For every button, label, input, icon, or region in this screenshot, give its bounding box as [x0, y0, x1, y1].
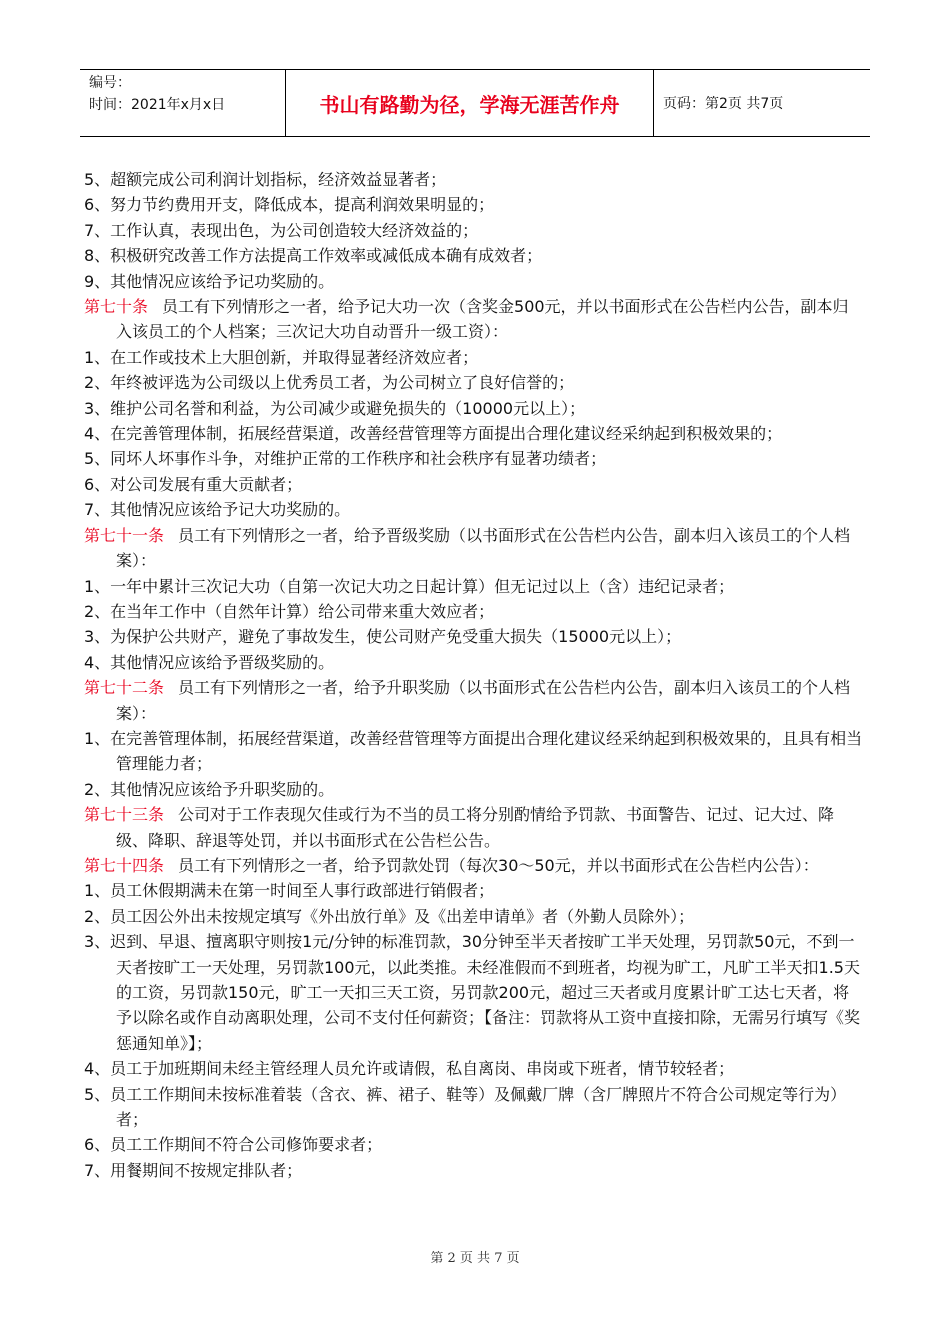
page-footer: 第 2 页 共 7 页 — [430, 1251, 520, 1266]
article-70 — [84, 294, 864, 345]
page-header — [80, 69, 870, 137]
article-text: 员工有下列情形之一者，给予升职奖励（以书面形式在公告栏内公告，副本归入该员工的个人档案）： — [116, 678, 851, 723]
list-item: 2、在当年工作中（自然年计算）给公司带来重大效应者； — [84, 601, 495, 621]
article-title: 第七十四条 — [84, 855, 165, 875]
article-title: 第七十三条 — [84, 805, 165, 825]
number-label: 编号： — [89, 75, 131, 91]
list-item: 2、员工因公外出未按规定填写《外出放行单》及《出差申请单》者（外勤人员除外）； — [84, 906, 695, 926]
list-item: 4、在完善管理体制，拓展经营渠道，改善经营管理等方面提出合理化建议经采纳起到积极效果的； — [84, 424, 783, 444]
list-item: 6、对公司发展有重大贡献者； — [84, 474, 303, 494]
list-item: 5、同坏人坏事作斗争，对维护正常的工作秩序和社会秩序有显著功绩者； — [84, 449, 607, 469]
article-title: 第七十条 — [84, 297, 149, 317]
list-item: 3、维护公司名誉和利益，为公司减少或避免损失的（10000元以上）； — [84, 398, 586, 418]
article-text: 员工有下列情形之一者，给予罚款处罚（每次30～50元，并以书面形式在公告栏内公告）： — [178, 855, 819, 875]
header-motto: 书山有路勤为径，学海无涯苦作舟 — [286, 70, 654, 136]
list-item: 1、在工作或技术上大胆创新，并取得显著经济效应者； — [84, 347, 479, 367]
list-item: 4、其他情况应该给予晋级奖励的。 — [84, 652, 335, 672]
list-item: 6、努力节约费用开支，降低成本，提高利润效果明显的； — [84, 195, 495, 215]
list-item: 7、用餐期间不按规定排队者； — [84, 1160, 303, 1180]
header-info-cell — [80, 70, 286, 136]
article-title: 第七十二条 — [84, 678, 165, 698]
list-item: 5、超额完成公司利润计划指标，经济效益显著者； — [84, 170, 447, 189]
article-text: 公司对于工作表现欠佳或行为不当的员工将分别酌情给予罚款、书面警告、记过、记大过、降级、降职、辞退等处罚，并以书面形式在公告栏公告。 — [116, 805, 835, 850]
list-item: 2、其他情况应该给予升职奖励的。 — [84, 779, 335, 799]
list-item: 1、员工休假期满未在第一时间至人事行政部进行销假者； — [84, 881, 495, 901]
list-item: 7、工作认真，表现出色，为公司创造较大经济效益的； — [84, 220, 479, 240]
article-text: 员工有下列情形之一者，给予晋级奖励（以书面形式在公告栏内公告，副本归入该员工的个人档案）： — [116, 525, 851, 571]
article-71 — [84, 523, 864, 574]
document-body — [84, 167, 864, 1183]
article-text: 员工有下列情形之一者，给予记大功一次（含奖金500元，并以书面形式在公告栏内公告，副本归入该员工的个人档案；三次记大功自动晋升一级工资）： — [116, 297, 849, 342]
list-item: 1、在完善管理体制，拓展经营渠道，改善经营管理等方面提出合理化建议经采纳起到积极效果的，且具有相当管理能力者； — [84, 728, 863, 774]
list-item: 3、迟到、早退、擅离职守则按1元/分钟的标准罚款，30分钟至半天者按旷工半天处理，另罚款50元，不到一天者按旷工一天处理，另罚款100元，以此类推。未经准假而不到班者，均视为旷工，凡旷工半天扣1.5天的工资，另罚款150元，旷工一天扣三天工资，另罚款200元，超过三天者或月度累计旷工达七天者，将予以除名或作自动离职处理，公司不支付任何薪资；【备注：罚款将从工资中直接扣除，无需另行填写《奖惩通知单》】； — [84, 932, 861, 1053]
article-74 — [84, 853, 864, 878]
list-item: 4、员工于加班期间未经主管经理人员允许或请假，私自离岗、串岗或下班者，情节较轻者； — [84, 1059, 735, 1079]
header-page-code: 页码：第2页 共7页 — [663, 96, 784, 112]
list-item: 2、年终被评选为公司级以上优秀员工者，为公司树立了良好信誉的； — [84, 373, 575, 393]
list-item: 1、一年中累计三次记大功（自第一次记大功之日起计算）但无记过以上（含）违纪记录者； — [84, 576, 735, 596]
list-item: 6、员工工作期间不符合公司修饰要求者； — [84, 1135, 383, 1155]
article-72 — [84, 675, 864, 726]
list-item: 8、积极研究改善工作方法提高工作效率或减低成本确有成效者； — [84, 246, 543, 266]
list-item: 5、员工工作期间未按标准着装（含衣、裤、裙子、鞋等）及佩戴厂牌（含厂牌照片不符合公司规定等行为）者； — [84, 1084, 847, 1130]
article-title: 第七十一条 — [84, 525, 165, 545]
time-label: 时间：2021年x月x日 — [89, 97, 226, 113]
article-73 — [84, 802, 864, 853]
list-item: 9、其他情况应该给予记功奖励的。 — [84, 271, 335, 291]
list-item: 3、为保护公共财产，避免了事故发生，使公司财产免受重大损失（15000元以上）； — [84, 627, 682, 647]
list-item: 7、其他情况应该给予记大功奖励的。 — [84, 500, 351, 520]
